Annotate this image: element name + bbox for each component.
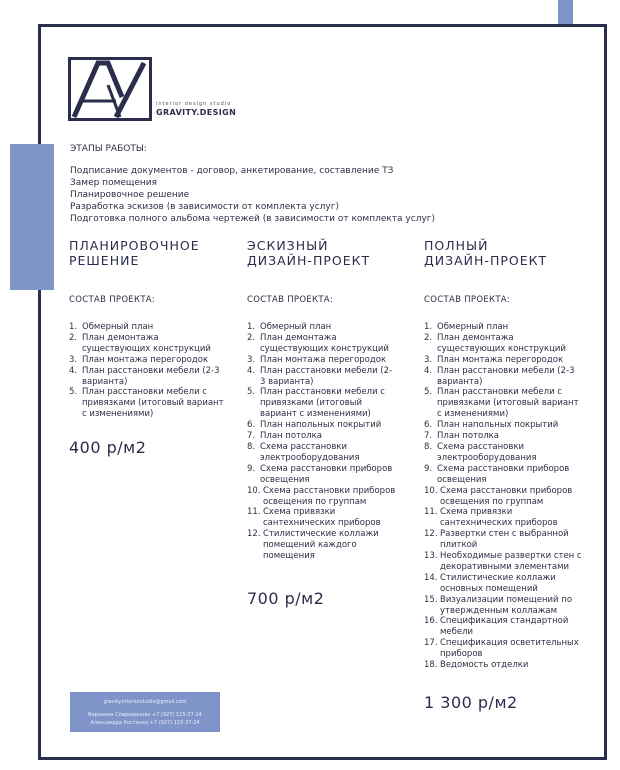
item-number: 6. xyxy=(424,420,433,431)
package-item xyxy=(424,387,582,420)
brand-text xyxy=(156,101,236,117)
item-number: 7. xyxy=(424,431,433,442)
package-title-line: ПЛАНИРОВОЧНОЕ xyxy=(69,238,200,253)
item-number: 2. xyxy=(69,332,78,343)
package-item xyxy=(424,529,582,551)
package-planning xyxy=(69,238,229,457)
item-number: 17. xyxy=(424,638,438,649)
package-item xyxy=(69,366,229,388)
item-number: 1. xyxy=(69,322,78,332)
item-text: План расстановки мебели с привязками (итоговый вариант с изменениями) xyxy=(437,387,579,420)
package-item xyxy=(424,442,582,464)
package-item xyxy=(69,355,229,366)
brand-subtitle: interior design studio xyxy=(156,101,232,107)
item-text: Схема расстановки электрооборудования xyxy=(260,441,360,463)
package-title-line: ДИЗАЙН-ПРОЕКТ xyxy=(424,253,548,268)
item-text: Схема расстановки приборов освещения xyxy=(437,463,570,485)
item-number: 9. xyxy=(424,463,433,474)
package-title xyxy=(69,238,229,268)
item-text: Спецификация стандартной мебели xyxy=(440,616,569,638)
item-text: Необходимые развертки стен с декоративными элементами xyxy=(440,551,582,572)
package-price: 400 р/м2 xyxy=(69,438,147,458)
item-text: План расстановки мебели (2-3 варианта) xyxy=(82,365,220,387)
composition-label: СОСТАВ ПРОЕКТА: xyxy=(424,295,511,305)
item-text: Визуализации помещений по утвержденным коллажам xyxy=(440,594,573,616)
package-item xyxy=(247,431,397,442)
item-number: 4. xyxy=(247,365,256,376)
package-items xyxy=(69,322,229,420)
package-full xyxy=(424,238,582,712)
logo-mark-icon xyxy=(68,57,152,121)
item-number: 5. xyxy=(69,387,78,398)
package-items xyxy=(424,322,582,671)
package-item xyxy=(247,507,397,529)
item-number: 1. xyxy=(247,322,256,332)
package-title xyxy=(247,238,397,268)
package-title xyxy=(424,238,582,268)
package-item xyxy=(247,387,397,420)
work-stages xyxy=(70,143,435,225)
package-item xyxy=(247,355,397,366)
package-item xyxy=(424,507,582,529)
package-item xyxy=(247,442,397,464)
item-text: План потолка xyxy=(437,431,499,442)
item-number: 11. xyxy=(424,507,438,518)
stage-item: Подготовка полного альбома чертежей (в зависимости от комплекта услуг) xyxy=(70,214,436,224)
item-number: 9. xyxy=(247,463,256,474)
package-title-line: РЕШЕНИЕ xyxy=(69,253,140,268)
item-number: 4. xyxy=(69,365,78,376)
package-item xyxy=(424,431,582,442)
logo xyxy=(68,57,152,121)
package-item xyxy=(424,322,582,333)
item-number: 12. xyxy=(424,529,438,540)
item-number: 8. xyxy=(424,441,433,452)
item-text: Схема расстановки приборов освещения по группам xyxy=(263,485,396,507)
package-item xyxy=(247,333,397,355)
package-item xyxy=(247,322,397,333)
item-number: 10. xyxy=(424,485,438,496)
contact-email[interactable]: gravity.interiorstudio@gmail.com xyxy=(103,699,187,705)
package-item xyxy=(424,366,582,388)
item-text: Схема привязки сантехнических приборов xyxy=(440,507,558,529)
package-item xyxy=(424,551,582,573)
stage-item: Подписание документов - договор, анкетирование, составление ТЗ xyxy=(70,166,394,176)
item-number: 15. xyxy=(424,594,438,605)
item-text: План потолка xyxy=(260,431,322,442)
package-title-line: ЭСКИЗНЫЙ xyxy=(247,238,329,253)
item-text: Схема привязки сантехнических приборов xyxy=(263,507,381,529)
item-text: План монтажа перегородок xyxy=(437,354,564,365)
package-item xyxy=(69,333,229,355)
item-text: План монтажа перегородок xyxy=(82,354,209,365)
package-item xyxy=(247,486,397,508)
item-text: План демонтажа существующих конструкций xyxy=(437,332,566,354)
item-number: 1. xyxy=(424,322,433,332)
item-text: План демонтажа существующих конструкций xyxy=(260,332,389,354)
stages-title: ЭТАПЫ РАБОТЫ: xyxy=(70,144,147,154)
package-price: 700 р/м2 xyxy=(247,588,325,608)
package-item xyxy=(424,333,582,355)
brand-name: GRAVITY.DESIGN xyxy=(156,108,237,117)
contact-box xyxy=(70,692,220,732)
package-sketch xyxy=(247,238,397,608)
package-item xyxy=(69,322,229,333)
item-text: Схема расстановки приборов освещения по группам xyxy=(440,485,573,507)
item-number: 11. xyxy=(247,507,261,518)
package-item xyxy=(247,529,397,562)
contact-person: Александра Костенко +7 (927) 115-37-24 xyxy=(90,720,200,726)
item-number: 8. xyxy=(247,441,256,452)
composition-label: СОСТАВ ПРОЕКТА: xyxy=(247,295,334,305)
item-text: План напольных покрытий xyxy=(260,420,382,431)
package-item xyxy=(424,616,582,638)
item-number: 14. xyxy=(424,572,438,583)
item-number: 7. xyxy=(247,431,256,442)
item-text: Спецификация осветительных приборов xyxy=(440,638,579,660)
stage-item: Замер помещения xyxy=(70,178,158,188)
package-items xyxy=(247,322,397,562)
contact-person: Вероника Спиридонова +7 (927) 115-37-24 xyxy=(88,712,202,718)
package-item xyxy=(247,366,397,388)
package-item xyxy=(424,638,582,660)
item-text: Обмерный план xyxy=(437,322,509,332)
package-item xyxy=(424,464,582,486)
package-item xyxy=(424,420,582,431)
item-number: 12. xyxy=(247,529,261,540)
stage-item: Разработка эскизов (в зависимости от комплекта услуг) xyxy=(70,202,339,212)
package-item xyxy=(247,420,397,431)
item-number: 5. xyxy=(424,387,433,398)
item-text: План напольных покрытий xyxy=(437,420,559,431)
item-number: 6. xyxy=(247,420,256,431)
package-title-line: ДИЗАЙН-ПРОЕКТ xyxy=(247,253,371,268)
item-text: Стилистические коллажи основных помещений xyxy=(440,572,556,594)
package-item xyxy=(424,660,582,671)
package-item xyxy=(247,464,397,486)
package-price: 1 300 р/м2 xyxy=(424,693,518,712)
stage-item: Планировочное решение xyxy=(70,190,190,200)
item-number: 4. xyxy=(424,365,433,376)
item-text: Ведомость отделки xyxy=(440,660,529,671)
item-number: 18. xyxy=(424,660,438,671)
item-text: План расстановки мебели (2-3 варианта) xyxy=(437,365,575,387)
package-item xyxy=(424,486,582,508)
package-item xyxy=(424,595,582,617)
item-text: План расстановки мебели с привязками (итоговый вариант с изменениями) xyxy=(82,387,224,420)
package-item xyxy=(424,573,582,595)
package-item xyxy=(69,387,229,420)
item-text: План демонтажа существующих конструкций xyxy=(82,332,211,354)
item-text: Развертки стен с выбранной плиткой xyxy=(440,529,569,551)
item-number: 10. xyxy=(247,485,261,496)
item-text: Обмерный план xyxy=(82,322,154,332)
package-title-line: ПОЛНЫЙ xyxy=(424,238,489,253)
item-text: Схема расстановки приборов освещения xyxy=(260,463,393,485)
item-number: 13. xyxy=(424,551,438,562)
accent-bar-left xyxy=(10,144,54,290)
item-text: План расстановки мебели с привязками (итоговый вариант с изменениями) xyxy=(260,387,385,420)
item-text: Обмерный план xyxy=(260,322,332,332)
composition-label: СОСТАВ ПРОЕКТА: xyxy=(69,295,156,305)
item-number: 16. xyxy=(424,616,438,627)
item-number: 5. xyxy=(247,387,256,398)
item-text: Стилистические коллажи помещений каждого помещения xyxy=(263,529,379,562)
item-text: План монтажа перегородок xyxy=(260,354,387,365)
package-item xyxy=(424,355,582,366)
item-text: Схема расстановки электрооборудования xyxy=(437,441,537,463)
item-text: План расстановки мебели (2-3 варианта) xyxy=(260,365,393,387)
item-number: 3. xyxy=(247,354,256,365)
item-number: 2. xyxy=(424,332,433,343)
item-number: 3. xyxy=(424,354,433,365)
item-number: 3. xyxy=(69,354,78,365)
item-number: 2. xyxy=(247,332,256,343)
